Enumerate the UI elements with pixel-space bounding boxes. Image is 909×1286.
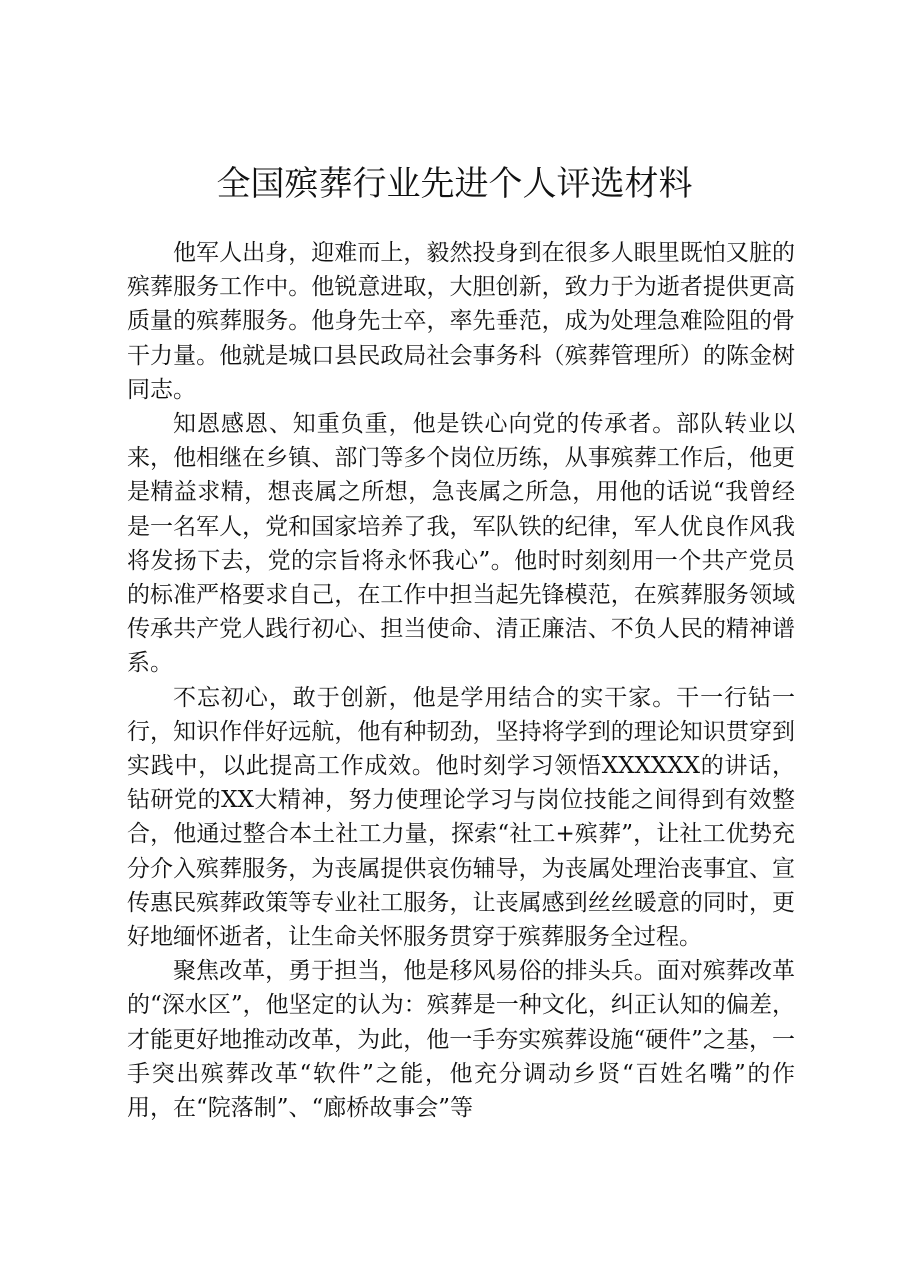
- paragraph-party-loyalty: 知恩感恩、知重负重，他是铁心向党的传承者。部队转业以来，他相继在乡镇、部门等多个岗位历练，从事殡葬工作后，他更是精益求精，想丧属之所想，急丧属之所急，用他的话说“我曾经是一名军人，党和国家培养了我，军队铁的纪律，军人优良作风我将发扬下去，党的宗旨将永怀我心”。他时时刻刻用一个共产党员的标准严格要求自己，在工作中担当起先锋模范，在殡葬服务领域传承共产党人践行初心、担当使命、清正廉洁、不负人民的精神谱系。: [127, 411, 795, 677]
- paragraph-innovation: 不忘初心，敢于创新，他是学用结合的实干家。干一行钻一行，知识作伴好远航，他有种韧劲，坚持将学到的理论知识贯穿到实践中，以此提高工作成效。他时刻学习领悟XXXXXX的讲话，钻研党的XX大精神，努力使理论学习与岗位技能之间得到有效整合，他通过整合本土社工力量，探索“社工+殡葬”，让社工优势充分介入殡葬服务，为丧属提供哀伤辅导，为丧属处理治丧事宜、宣传惠民殡葬政策等专业社工服务，让丧属感到丝丝暖意的同时，更好地缅怀逝者，让生命关怀服务贯穿于殡葬服务全过程。: [127, 684, 795, 951]
- paragraph-reform: 聚焦改革，勇于担当，他是移风易俗的排头兵。面对殡葬改革的“深水区”，他坚定的认为：殡葬是一种文化，纠正认知的偏差，才能更好地推动改革，为此，他一手夯实殡葬设施“硬件”之基，一手突出殡葬改革“软件”之能，他充分调动乡贤“百姓名嘴”的作用，在“院落制”、“廊桥故事会”等: [127, 958, 795, 1122]
- document-body: [127, 236, 795, 1125]
- document-title: 全国殡葬行业先进个人评选材料: [216, 164, 693, 204]
- paragraph-intro: 他军人出身，迎难而上，毅然投身到在很多人眼里既怕又脏的殡葬服务工作中。他锐意进取，大胆创新，致力于为逝者提供更高质量的殡葬服务。他身先士卒，率先垂范，成为处理急难险阻的骨干力量。他就是城口县民政局社会事务科（殡葬管理所）的陈金树同志。: [127, 240, 795, 403]
